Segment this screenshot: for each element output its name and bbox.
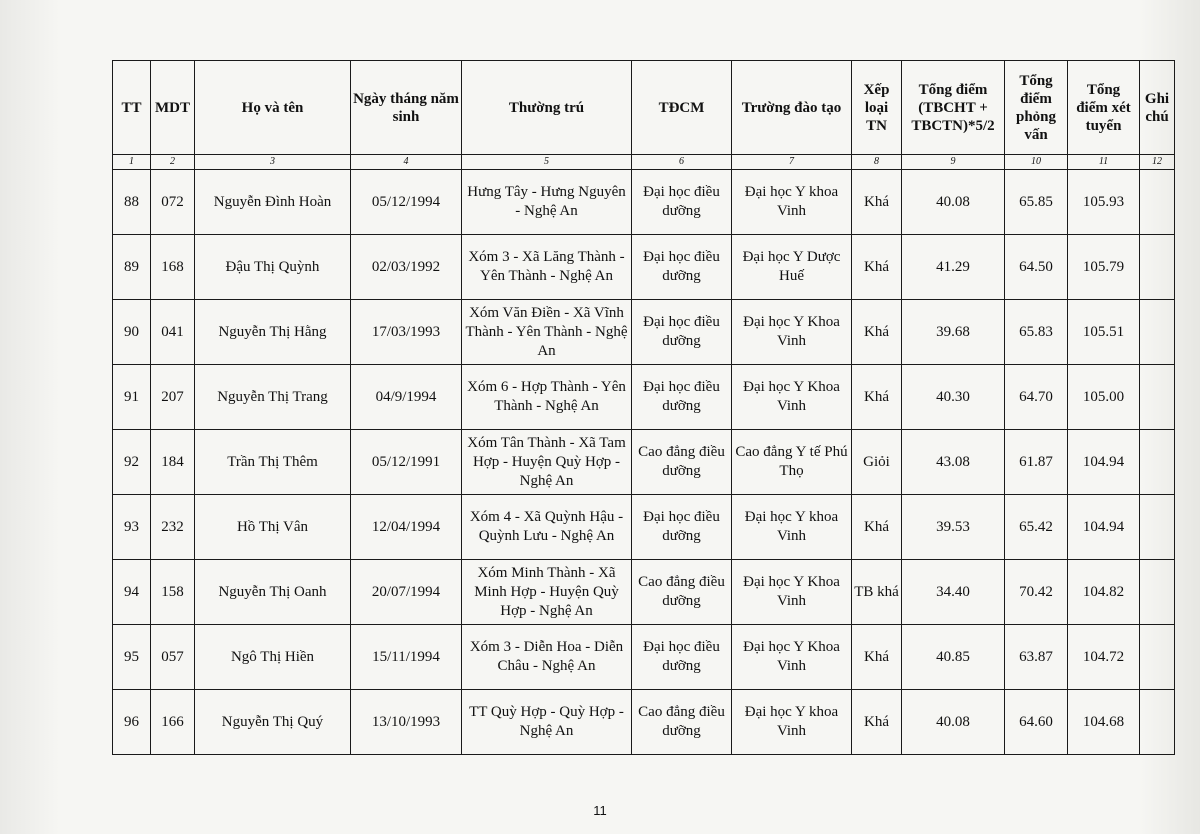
row-name: Đậu Thị Quỳnh	[195, 235, 351, 300]
row-rank: Khá	[852, 365, 902, 430]
row-mdt: 207	[151, 365, 195, 430]
row-tdcm: Cao đẳng điều dưỡng	[632, 560, 732, 625]
header-mdt: MDT	[151, 61, 195, 155]
row-address: Xóm Minh Thành - Xã Minh Hợp - Huyện Quỳ Hợp - Nghệ An	[462, 560, 632, 625]
row-mdt: 168	[151, 235, 195, 300]
header-interview: Tổng điểm phỏng vấn	[1005, 61, 1068, 155]
header-score: Tổng điểm (TBCHT + TBCTN)*5/2	[902, 61, 1005, 155]
row-interview: 64.70	[1005, 365, 1068, 430]
row-interview: 70.42	[1005, 560, 1068, 625]
row-interview: 64.60	[1005, 690, 1068, 755]
row-school: Đại học Y Dược Huế	[732, 235, 852, 300]
column-number: 2	[151, 155, 195, 170]
row-interview: 61.87	[1005, 430, 1068, 495]
row-tt: 94	[113, 560, 151, 625]
column-number: 12	[1140, 155, 1175, 170]
row-tdcm: Đại học điều dưỡng	[632, 365, 732, 430]
row-name: Hồ Thị Vân	[195, 495, 351, 560]
row-school: Đại học Y khoa Vinh	[732, 495, 852, 560]
row-school: Đại học Y Khoa Vinh	[732, 560, 852, 625]
row-score: 34.40	[902, 560, 1005, 625]
row-rank: Khá	[852, 690, 902, 755]
column-number: 4	[351, 155, 462, 170]
table-row	[113, 170, 1175, 235]
row-total: 105.51	[1068, 300, 1140, 365]
row-address: Xóm Tân Thành - Xã Tam Hợp - Huyện Quỳ Hợp - Nghệ An	[462, 430, 632, 495]
row-address: Hưng Tây - Hưng Nguyên - Nghệ An	[462, 170, 632, 235]
row-tdcm: Đại học điều dưỡng	[632, 300, 732, 365]
row-note	[1140, 170, 1175, 235]
row-mdt: 166	[151, 690, 195, 755]
row-name: Nguyễn Thị Oanh	[195, 560, 351, 625]
column-number: 5	[462, 155, 632, 170]
row-interview: 65.85	[1005, 170, 1068, 235]
header-school: Trường đào tạo	[732, 61, 852, 155]
row-rank: Khá	[852, 495, 902, 560]
header-tt: TT	[113, 61, 151, 155]
table-row	[113, 300, 1175, 365]
row-score: 39.53	[902, 495, 1005, 560]
table-body	[113, 170, 1175, 755]
table-row	[113, 495, 1175, 560]
row-interview: 64.50	[1005, 235, 1068, 300]
header-name: Họ và tên	[195, 61, 351, 155]
column-number: 9	[902, 155, 1005, 170]
row-dob: 17/03/1993	[351, 300, 462, 365]
row-score: 41.29	[902, 235, 1005, 300]
row-score: 40.85	[902, 625, 1005, 690]
column-number: 1	[113, 155, 151, 170]
row-mdt: 072	[151, 170, 195, 235]
row-rank: Khá	[852, 170, 902, 235]
row-address: Xóm 4 - Xã Quỳnh Hậu - Quỳnh Lưu - Nghệ An	[462, 495, 632, 560]
table-row	[113, 560, 1175, 625]
header-rank: Xếp loại TN	[852, 61, 902, 155]
header-row	[113, 61, 1175, 155]
table-row	[113, 430, 1175, 495]
row-total: 104.94	[1068, 430, 1140, 495]
column-number: 6	[632, 155, 732, 170]
row-name: Ngô Thị Hiền	[195, 625, 351, 690]
row-name: Nguyễn Thị Hằng	[195, 300, 351, 365]
row-tt: 92	[113, 430, 151, 495]
row-mdt: 158	[151, 560, 195, 625]
row-name: Nguyễn Thị Quý	[195, 690, 351, 755]
row-interview: 65.83	[1005, 300, 1068, 365]
row-dob: 20/07/1994	[351, 560, 462, 625]
row-score: 43.08	[902, 430, 1005, 495]
row-dob: 05/12/1994	[351, 170, 462, 235]
row-tdcm: Cao đẳng điều dưỡng	[632, 690, 732, 755]
row-note	[1140, 430, 1175, 495]
row-tdcm: Cao đẳng điều dưỡng	[632, 430, 732, 495]
table-row	[113, 690, 1175, 755]
row-school: Đại học Y Khoa Vinh	[732, 365, 852, 430]
row-total: 104.68	[1068, 690, 1140, 755]
row-rank: Khá	[852, 235, 902, 300]
header-dob: Ngày tháng năm sinh	[351, 61, 462, 155]
row-mdt: 232	[151, 495, 195, 560]
table-row	[113, 625, 1175, 690]
row-tdcm: Đại học điều dưỡng	[632, 495, 732, 560]
table-row	[113, 365, 1175, 430]
row-rank: Giỏi	[852, 430, 902, 495]
row-dob: 13/10/1993	[351, 690, 462, 755]
row-tdcm: Đại học điều dưỡng	[632, 625, 732, 690]
row-interview: 65.42	[1005, 495, 1068, 560]
row-total: 105.79	[1068, 235, 1140, 300]
row-score: 40.08	[902, 170, 1005, 235]
candidate-score-table	[112, 60, 1175, 755]
row-total: 104.82	[1068, 560, 1140, 625]
column-number: 11	[1068, 155, 1140, 170]
row-address: Xóm Văn Điền - Xã Vĩnh Thành - Yên Thành - Nghệ An	[462, 300, 632, 365]
row-tt: 95	[113, 625, 151, 690]
row-address: Xóm 3 - Xã Lăng Thành - Yên Thành - Nghệ An	[462, 235, 632, 300]
page-number: 11	[593, 803, 607, 818]
row-note	[1140, 690, 1175, 755]
row-interview: 63.87	[1005, 625, 1068, 690]
row-school: Cao đẳng Y tế Phú Thọ	[732, 430, 852, 495]
row-rank: Khá	[852, 300, 902, 365]
column-number: 7	[732, 155, 852, 170]
row-score: 40.30	[902, 365, 1005, 430]
row-note	[1140, 235, 1175, 300]
row-dob: 04/9/1994	[351, 365, 462, 430]
row-school: Đại học Y Khoa Vinh	[732, 625, 852, 690]
row-name: Nguyễn Thị Trang	[195, 365, 351, 430]
column-number: 10	[1005, 155, 1068, 170]
row-dob: 15/11/1994	[351, 625, 462, 690]
row-note	[1140, 495, 1175, 560]
row-total: 105.00	[1068, 365, 1140, 430]
row-mdt: 184	[151, 430, 195, 495]
row-dob: 05/12/1991	[351, 430, 462, 495]
column-number-row	[113, 155, 1175, 170]
row-tdcm: Đại học điều dưỡng	[632, 235, 732, 300]
row-tt: 93	[113, 495, 151, 560]
header-address: Thường trú	[462, 61, 632, 155]
row-tt: 88	[113, 170, 151, 235]
row-score: 39.68	[902, 300, 1005, 365]
row-note	[1140, 560, 1175, 625]
row-rank: TB khá	[852, 560, 902, 625]
row-school: Đại học Y Khoa Vinh	[732, 300, 852, 365]
table-row	[113, 235, 1175, 300]
row-total: 105.93	[1068, 170, 1140, 235]
row-tt: 91	[113, 365, 151, 430]
row-name: Nguyễn Đình Hoàn	[195, 170, 351, 235]
column-number: 3	[195, 155, 351, 170]
row-total: 104.94	[1068, 495, 1140, 560]
row-school: Đại học Y khoa Vinh	[732, 170, 852, 235]
column-number: 8	[852, 155, 902, 170]
row-address: Xóm 6 - Hợp Thành - Yên Thành - Nghệ An	[462, 365, 632, 430]
row-note	[1140, 365, 1175, 430]
header-tdcm: TĐCM	[632, 61, 732, 155]
row-address: TT Quỳ Hợp - Quỳ Hợp - Nghệ An	[462, 690, 632, 755]
row-tt: 90	[113, 300, 151, 365]
row-address: Xóm 3 - Diễn Hoa - Diễn Châu - Nghệ An	[462, 625, 632, 690]
row-tt: 96	[113, 690, 151, 755]
row-name: Trần Thị Thêm	[195, 430, 351, 495]
row-mdt: 041	[151, 300, 195, 365]
header-total: Tổng điểm xét tuyển	[1068, 61, 1140, 155]
row-rank: Khá	[852, 625, 902, 690]
row-dob: 02/03/1992	[351, 235, 462, 300]
row-school: Đại học Y khoa Vinh	[732, 690, 852, 755]
header-note: Ghi chú	[1140, 61, 1175, 155]
row-dob: 12/04/1994	[351, 495, 462, 560]
row-note	[1140, 300, 1175, 365]
row-score: 40.08	[902, 690, 1005, 755]
row-note	[1140, 625, 1175, 690]
row-total: 104.72	[1068, 625, 1140, 690]
row-tdcm: Đại học điều dưỡng	[632, 170, 732, 235]
row-tt: 89	[113, 235, 151, 300]
row-mdt: 057	[151, 625, 195, 690]
